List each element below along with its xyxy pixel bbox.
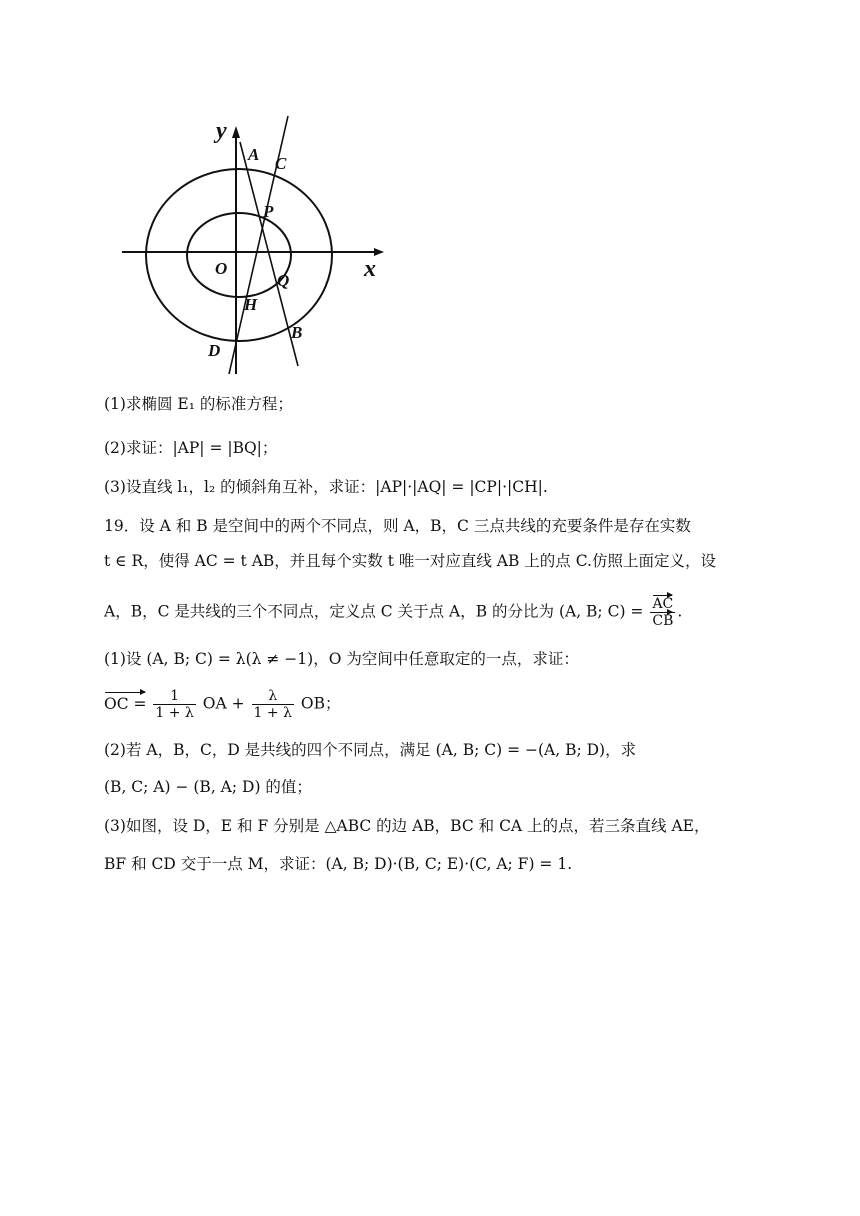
label-x: x xyxy=(364,256,376,282)
outer-ellipse xyxy=(146,169,332,341)
fraction-1 xyxy=(153,688,195,721)
definition-text: A，B，C 是共线的三个不同点，定义点 C 关于点 A，B 的分比为 (A, B; C) = xyxy=(104,602,644,621)
subquestion-2-line-1: (2)若 A，B，C，D 是共线的四个不同点，满足 (A, B; C) = −(A, B; D)，求 xyxy=(104,741,637,759)
subquestion-3-line-2: BF 和 CD 交于一点 M，求证：(A, B; D)·(B, C; E)·(C, A; F) = 1. xyxy=(104,855,573,873)
problem-19-line-2: t ∈ R，使得 AC = t AB，并且每个实数 t 唯一对应直线 AB 上的点 C.仿照上面定义，设 xyxy=(104,552,716,570)
inner-ellipse xyxy=(187,213,291,297)
fraction-2-denominator: 1 + λ xyxy=(253,705,292,721)
problem-19-line-1: 19．设 A 和 B 是空间中的两个不同点，则 A，B，C 三点共线的充要条件是存在实数 xyxy=(104,517,691,535)
problem-19-line-3: A，B，C 是共线的三个不同点，定义点 C 关于点 A，B 的分比为 (A, B; C) = $\frac{AC}{CB}$ . xyxy=(104,596,683,629)
question-1: (1)求椭圆 E₁ 的标准方程； xyxy=(104,395,293,413)
label-y: y xyxy=(216,118,227,144)
label-h: H xyxy=(244,295,258,314)
fraction-1-numerator: 1 xyxy=(153,688,195,705)
ellipse-figure xyxy=(112,112,392,380)
subquestion-2-line-2: (B, C; A) − (B, A; D) 的值； xyxy=(104,778,312,796)
x-axis-arrow xyxy=(374,248,384,256)
fraction-1-denominator: 1 + λ xyxy=(155,705,194,721)
vector-ac: AC xyxy=(652,596,674,612)
line-l2 xyxy=(240,142,298,366)
label-q: Q xyxy=(277,271,290,290)
vector-equation xyxy=(104,688,341,721)
term-oa: OA + xyxy=(202,694,245,713)
vector-cb: CB xyxy=(652,613,674,629)
label-b: B xyxy=(291,323,303,342)
fraction-2 xyxy=(252,688,294,721)
ratio-fraction xyxy=(650,596,675,629)
label-o: O xyxy=(215,259,228,278)
fraction-2-numerator: λ xyxy=(252,688,294,705)
y-axis-arrow xyxy=(232,126,240,138)
vector-oc: OC = xyxy=(104,694,147,713)
term-ob: OB； xyxy=(300,694,341,713)
label-a: A xyxy=(248,145,260,164)
label-d: D xyxy=(208,341,221,360)
question-3: (3)设直线 l₁，l₂ 的倾斜角互补，求证：|AP|·|AQ| = |CP|·|CH|. xyxy=(104,478,548,496)
label-c: C xyxy=(275,154,287,173)
subquestion-3-line-1: (3)如图，设 D，E 和 F 分别是 △ABC 的边 AB，BC 和 CA 上的点，若三条直线 AE， xyxy=(104,817,710,835)
label-p: P xyxy=(263,202,274,221)
subquestion-1: (1)设 (A, B; C) = λ(λ ≠ −1)，O 为空间中任意取定的一点，求证： xyxy=(104,650,579,668)
question-2: (2)求证：|AP| = |BQ|； xyxy=(104,439,278,457)
